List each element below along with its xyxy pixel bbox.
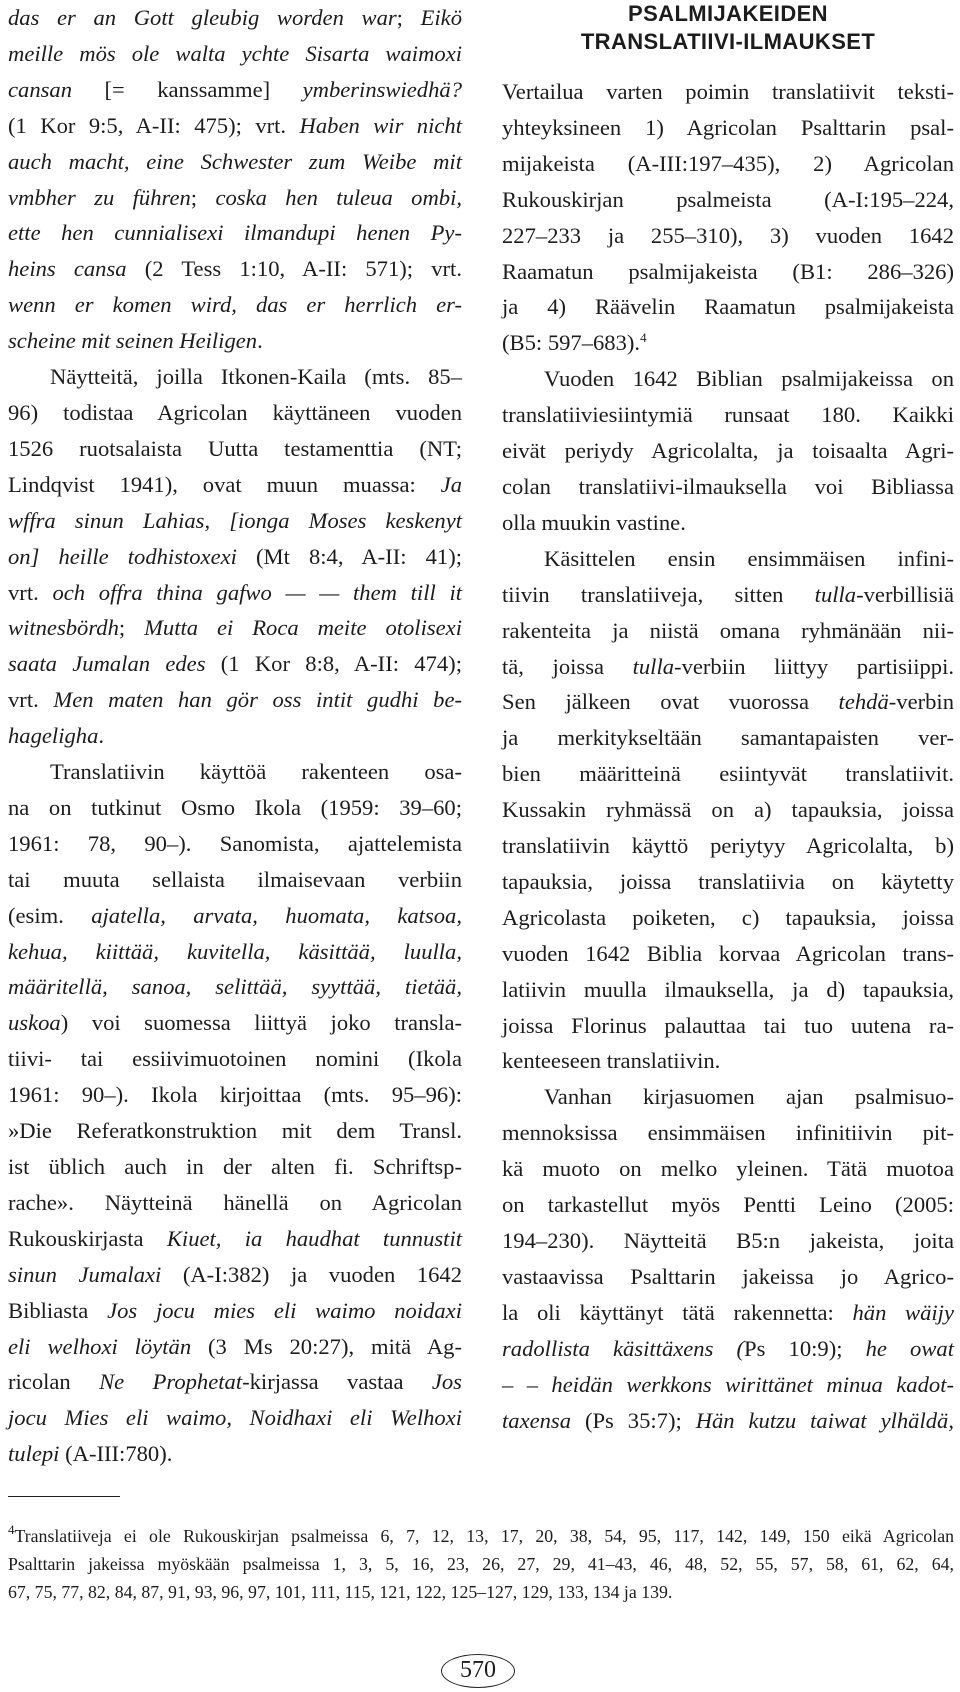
right-column-line: colan translatiivi-ilmauksella voi Bibliassa bbox=[502, 473, 954, 499]
right-column-line: rakenteita ja niistä omana ryhmänään nii- bbox=[502, 617, 954, 643]
left-column-line: ricolan Ne Prophetat-kirjassa vastaa Jos bbox=[8, 1369, 462, 1395]
left-column-line: sinun Jumalaxi (A-I:382) ja vuoden 1642 bbox=[8, 1261, 462, 1287]
left-column-line: cansan [= kanssamme] ymberinswiedhä? bbox=[8, 76, 462, 102]
right-column-line: yhteyksineen 1) Agricolan Psalttarin psal- bbox=[502, 114, 954, 140]
left-column-line: Näytteitä, joilla Itkonen-Kaila (mts. 85– bbox=[50, 364, 462, 390]
right-column-line: kä muoto on melko yleinen. Tätä muotoa bbox=[502, 1156, 954, 1182]
left-column-line: Rukouskirjasta Kiuet, ia haudhat tunnustit bbox=[8, 1225, 463, 1251]
right-column-line: latiivin muulla ilmauksella, ja d) tapauksia, bbox=[502, 976, 954, 1002]
left-column-line: jocu Mies eli waimo, Noidhaxi eli Welhoxi bbox=[8, 1405, 462, 1431]
left-column-line: wenn er komen wird, das er herrlich er- bbox=[8, 292, 462, 318]
left-column-line: heins cansa (2 Tess 1:10, A-II: 571); vrt. bbox=[8, 256, 462, 282]
footnote-divider bbox=[8, 1496, 120, 1497]
right-column-line: Rukouskirjan psalmeista (A-I:195–224, bbox=[502, 186, 954, 212]
right-column-line: on tarkastellut myös Pentti Leino (2005: bbox=[502, 1192, 954, 1218]
left-column-line: on] heille todhistoxexi (Mt 8:4, A-II: 41); bbox=[8, 543, 462, 569]
left-column-line: määritellä, sanoa, selittää, syyttää, tietää, bbox=[8, 974, 462, 1000]
right-column-line: vuoden 1642 Biblia korvaa Agricolan trans- bbox=[502, 940, 954, 966]
footnote-line: Psalttarin jakeissa myöskään psalmeissa 1, 3, 5, 16, 23, 26, 27, 29, 41–43, 46, 48, 52, 55, 57, 58, 61, 62, 64, bbox=[8, 1554, 954, 1574]
right-column-line: (B5: 597–683).$^4$ bbox=[502, 330, 647, 356]
right-column-line: 194–230). Näytteitä B5:n jakeista, joita bbox=[502, 1228, 954, 1253]
left-column-line: tulepi (A-III:780). bbox=[8, 1441, 173, 1467]
left-column-line: wffra sinun Lahias, [ionga Moses keskenyt bbox=[8, 507, 462, 533]
left-column-line: rache». Näytteinä hänellä on Agricolan bbox=[8, 1189, 462, 1215]
right-column-line: joissa Florinus palauttaa tai tuo uutena ra- bbox=[502, 1012, 954, 1038]
right-column-line: vastaavissa Psalttarin jakeissa jo Agrico- bbox=[502, 1263, 954, 1289]
left-column-line: (1 Kor 9:5, A-II: 475); vrt. Haben wir nicht bbox=[8, 112, 462, 138]
right-column-line: Agricolasta poiketen, c) tapauksia, joissa bbox=[502, 904, 954, 930]
left-column-line: 96) todistaa Agricolan käyttäneen vuoden bbox=[8, 399, 462, 425]
right-column-line: Vanhan kirjasuomen ajan psalmisuo- bbox=[544, 1084, 954, 1110]
right-column-line: Vuoden 1642 Biblian psalmijakeissa on bbox=[544, 366, 954, 392]
footnote-line: 67, 75, 77, 82, 84, 87, 91, 93, 96, 97, 101, 111, 115, 121, 122, 125–127, 129, 133, 134 ja 139. bbox=[8, 1582, 673, 1602]
right-column-line: 227–233 ja 255–310), 3) vuoden 1642 bbox=[502, 222, 954, 248]
right-column-line: translatiiviesiintymiä runsaat 180. Kaikki bbox=[502, 402, 954, 428]
right-column-line: taxensa (Ps 35:7); Hän kutzu taiwat ylhäldä, bbox=[502, 1407, 955, 1433]
right-column-line: bien määritteinä esiintyvät translatiivit. bbox=[502, 761, 954, 787]
left-column-line: das er an Gott gleubig worden war; Eikö bbox=[8, 5, 462, 30]
left-column-line: witnesbördh; Mutta ei Roca meite otolisexi bbox=[8, 615, 462, 641]
left-column bbox=[8, 0, 462, 1472]
right-column-line: kenteeseen translatiivin. bbox=[502, 1048, 721, 1074]
section-heading bbox=[502, 0, 954, 56]
right-column-line: mijakeista (A-III:197–435), 2) Agricolan bbox=[502, 150, 954, 176]
right-column-line: Vertailua varten poimin translatiivit teksti- bbox=[502, 79, 954, 104]
left-column-line: tiivi- tai essiivimuotoinen nomini (Ikola bbox=[8, 1046, 462, 1072]
right-column-line: tapauksia, joissa translatiivia on käytetty bbox=[502, 868, 954, 894]
right-column-line: radollista käsittäxens (Ps 10:9); he owat bbox=[502, 1335, 954, 1361]
left-column-line: 1961: 78, 90–). Sanomista, ajattelemista bbox=[8, 830, 462, 856]
left-column-line: meille mös ole walta ychte Sisarta waimoxi bbox=[8, 40, 462, 66]
left-column-line: vmbher zu führen; coska hen tuleua ombi, bbox=[8, 184, 462, 210]
left-column-line: uskoa) voi suomessa liittyä joko transla- bbox=[8, 1010, 462, 1036]
section-heading-line: PSALMIJAKEIDEN bbox=[628, 1, 828, 26]
right-column-line: mennoksissa ensimmäisen infinitiivin pit- bbox=[502, 1120, 954, 1146]
right-column-line: Sen jälkeen ovat vuorossa tehdä-verbin bbox=[502, 689, 954, 715]
left-column-line: 1526 ruotsalaista Uutta testamenttia (NT; bbox=[8, 435, 462, 461]
left-column-line: Bibliasta Jos jocu mies eli waimo noidaxi bbox=[8, 1297, 462, 1323]
right-column-line: translatiivin käyttö periytyy Agricolalta, b) bbox=[502, 833, 954, 859]
left-column-line: vrt. och offra thina gafwo — — them till it bbox=[8, 579, 462, 605]
left-column-line: saata Jumalan edes (1 Kor 8:8, A-II: 474); bbox=[8, 651, 462, 677]
right-column-line: eivät periydy Agricolalta, ja toisaalta Agri- bbox=[502, 438, 954, 464]
right-column-line: Raamatun psalmijakeista (B1: 286–326) bbox=[502, 258, 954, 284]
left-column-line: na on tutkinut Osmo Ikola (1959: 39–60; bbox=[8, 794, 462, 820]
right-column-line: la oli käyttänyt tätä rakennetta: hän wäijy bbox=[502, 1299, 954, 1325]
left-column-line: vrt. Men maten han gör oss intit gudhi be- bbox=[8, 687, 462, 713]
left-column-line: ette hen cunnialisexi ilmandupi henen Py- bbox=[8, 220, 462, 246]
left-column-line: 1961: 90–). Ikola kirjoittaa (mts. 95–96): bbox=[8, 1082, 462, 1108]
right-column-line: olla muukin vastine. bbox=[502, 509, 686, 535]
right-column-line: Käsittelen ensin ensimmäisen infini- bbox=[544, 545, 954, 571]
right-column-body bbox=[502, 74, 954, 1438]
section-heading-line: TRANSLATIIVI-ILMAUKSET bbox=[580, 29, 876, 54]
left-column-line: eli welhoxi löytän (3 Ms 20:27), mitä Ag- bbox=[8, 1333, 462, 1359]
left-column-line: kehua, kiittää, kuvitella, käsittää, luulla, bbox=[8, 938, 462, 964]
left-column-line: »Die Referatkonstruktion mit dem Transl. bbox=[8, 1118, 462, 1144]
left-column-line: hageligha. bbox=[8, 723, 105, 749]
right-column-line: tiivin translatiiveja, sitten tulla-verbillisiä bbox=[502, 581, 954, 607]
left-column-line: scheine mit seinen Heiligen. bbox=[8, 328, 263, 354]
left-column-line: ist üblich auch in der alten fi. Schriftsp- bbox=[8, 1154, 462, 1179]
right-column-line: Kussakin ryhmässä on a) tapauksia, joissa bbox=[502, 797, 954, 823]
left-column-line: tai muuta sellaista ilmaisevaan verbiin bbox=[8, 866, 462, 892]
right-column-line: ja 4) Räävelin Raamatun psalmijakeista bbox=[502, 294, 954, 320]
footnote-line: $^4$Translatiiveja ei ole Rukouskirjan psalmeissa 6, 7, 12, 13, 17, 20, 38, 54, 95, 117, 142, 149, 150 eikä Agricolan bbox=[8, 1522, 954, 1546]
right-column bbox=[502, 0, 954, 1438]
right-column-line: ja merkitykseltään samantapaisten ver- bbox=[502, 725, 954, 751]
left-column-line: (esim. ajatella, arvata, huomata, katsoa, bbox=[8, 902, 462, 928]
right-column-line: – – heidän werkkons wirittänet minua kadot- bbox=[502, 1371, 954, 1397]
left-column-line: Lindqvist 1941), ovat muun muassa: Ja bbox=[8, 471, 462, 497]
right-column-line: tä, joissa tulla-verbiin liittyy partisiippi. bbox=[502, 653, 954, 679]
page-number: 570 bbox=[441, 1654, 515, 1688]
footnote bbox=[8, 1522, 954, 1606]
left-column-line: Translatiivin käyttöä rakenteen osa- bbox=[50, 759, 462, 785]
left-column-line: auch macht, eine Schwester zum Weibe mit bbox=[8, 148, 462, 174]
